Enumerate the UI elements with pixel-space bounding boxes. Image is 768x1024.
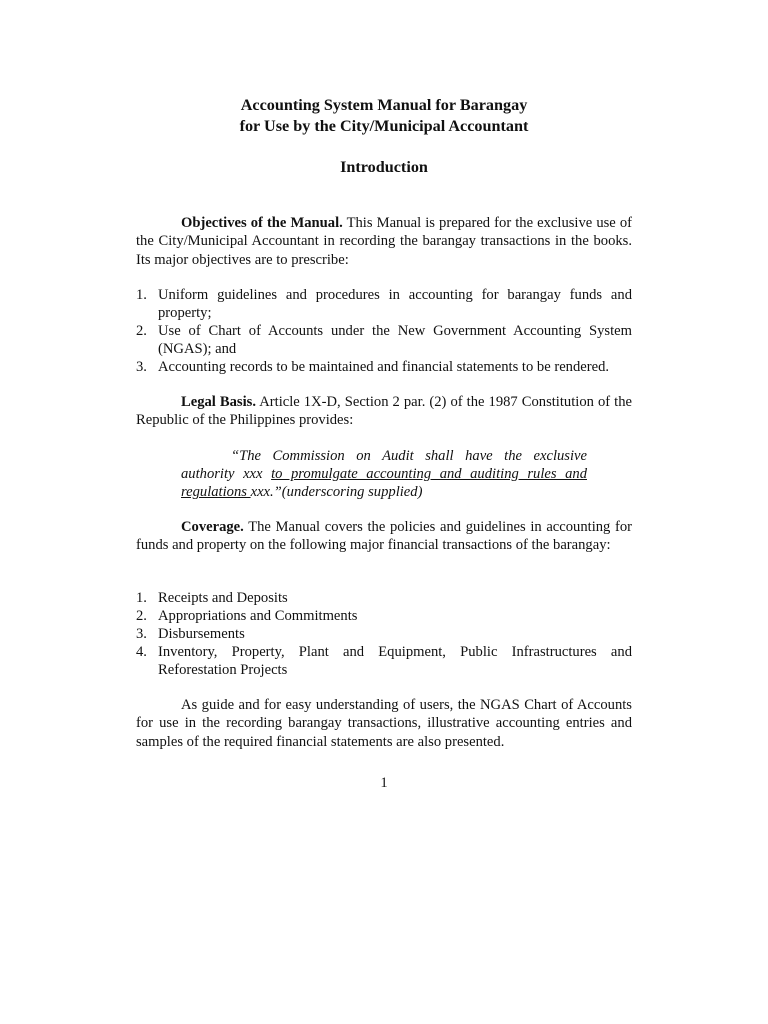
objectives-heading: Objectives of the Manual. — [181, 215, 343, 231]
quote-underlined: to promulgate accounting and auditing rules and regulations — [181, 466, 587, 501]
list-item-number: 2. — [136, 608, 147, 625]
page-number: 1 — [380, 775, 388, 791]
list-item-text: Uniform guidelines and procedures in accounting for barangay funds and property; — [158, 287, 632, 322]
legal-basis-text: Article 1X-D, Section 2 par. (2) of the 1987 Constitution of the Republic of the Philippines provides: — [136, 394, 632, 429]
quote-start: “The Commission on Audit shall have the exclusive authority xxx — [181, 448, 587, 483]
list-item-text: Appropriations and Commitments — [158, 608, 358, 625]
coverage-list — [136, 589, 632, 679]
list-item — [136, 607, 632, 625]
coverage-text: The Manual covers the policies and guidelines in accounting for funds and property on the following major financial transactions of the barangay: — [136, 519, 632, 554]
list-item-number: 3. — [136, 626, 147, 643]
list-item-text: Use of Chart of Accounts under the New Government Accounting System (NGAS); and — [158, 323, 632, 358]
document-title-line-1: Accounting System Manual for Barangay — [240, 96, 528, 114]
closing-paragraph — [136, 696, 632, 751]
objectives-paragraph — [136, 214, 632, 269]
list-item-number: 1. — [136, 590, 147, 606]
coverage-paragraph — [136, 518, 632, 555]
list-item-text: Accounting records to be maintained and financial statements to be rendered. — [158, 359, 610, 376]
list-item-text: Inventory, Property, Plant and Equipment, Public Infrastructures and Reforestation Projects — [158, 644, 632, 679]
list-item-number: 3. — [136, 359, 147, 376]
section-heading: Introduction — [340, 158, 428, 176]
coverage-heading: Coverage. — [181, 519, 244, 535]
legal-basis-heading: Legal Basis. — [181, 394, 256, 410]
list-item-number: 1. — [136, 287, 147, 303]
document-title-line-2: for Use by the City/Municipal Accountant — [239, 117, 529, 135]
list-item — [136, 625, 632, 643]
objectives-list — [136, 286, 632, 376]
list-item — [136, 322, 632, 358]
list-item-text: Disbursements — [158, 626, 245, 643]
list-item-number: 2. — [136, 323, 147, 340]
legal-basis-paragraph — [136, 393, 632, 430]
list-item-text: Receipts and Deposits — [158, 590, 288, 606]
list-item — [136, 589, 632, 607]
list-item — [136, 286, 632, 322]
constitution-quote — [181, 447, 587, 502]
quote-end: xxx.”(underscoring supplied) — [250, 484, 423, 501]
closing-text: As guide and for easy understanding of users, the NGAS Chart of Accounts for use in the recording barangay transactions, illustrative accounting entries and samples of the required financial statements are also presented. — [136, 697, 632, 750]
list-item — [136, 358, 632, 376]
list-item — [136, 643, 632, 679]
list-item-number: 4. — [136, 644, 147, 661]
objectives-text: This Manual is prepared for the exclusive use of the City/Municipal Accountant in recording the barangay transactions in the books. Its major objectives are to prescribe: — [136, 215, 632, 268]
